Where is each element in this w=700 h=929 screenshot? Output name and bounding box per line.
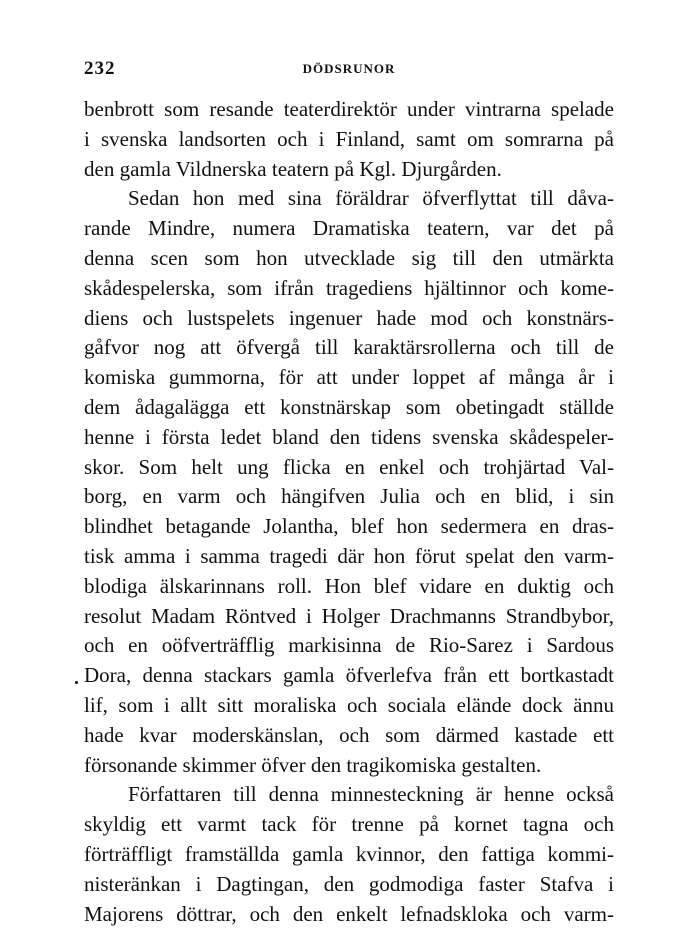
text-line: resolut Madam Röntved i Holger Drachmanns Strandbybor, <box>84 603 614 628</box>
text-line: borg, en varm och hängifven Julia och en blid, i sin <box>84 484 614 509</box>
text-line: komiska gummorna, för att under loppet af många år i <box>84 365 614 390</box>
text-line: försonande skimmer öfver den tragikomiska gestalten. <box>84 752 542 777</box>
text-line: rande Mindre, numera Dramatiska teatern, var det på <box>84 216 614 241</box>
text-line: denna scen som hon utvecklade sig till den utmärkta <box>84 245 614 270</box>
page-number: 232 <box>84 58 116 79</box>
text-line: i svenska landsorten och i Finland, samt om somrarna på <box>84 126 614 151</box>
text-line: hade kvar moderskänslan, och som därmed kastade ett <box>84 722 614 747</box>
text-line: benbrott som resande teaterdirektör under vintrarna spelade <box>84 97 614 121</box>
text-line: blindhet betagande Jolantha, blef hon sedermera en dras- <box>84 514 614 539</box>
text-line: henne i första ledet bland den tidens svenska skådespeler- <box>84 424 614 449</box>
text-line: skyldig ett varmt tack för trenne på kornet tagna och <box>84 812 614 837</box>
text-line: förträffligt framställda gamla kvinnor, den fattiga kommi- <box>84 841 614 866</box>
text-line: blodiga älskarinnans roll. Hon blef vidare en duktig och <box>84 573 614 598</box>
text-line: tisk amma i samma tragedi där hon förut spelat den varm- <box>84 543 614 568</box>
page-header <box>84 58 614 82</box>
ink-speck <box>75 681 78 684</box>
text-line: nisteränkan i Dagtingan, den godmodiga faster Stafva i <box>84 871 614 896</box>
body-text <box>84 95 614 929</box>
text-line: och en oöfverträfflig markisinna de Rio-Sarez i Sardous <box>84 633 614 658</box>
text-line: skådespelerska, som ifrån tragediens hjältinnor och kome- <box>84 275 614 300</box>
text-line: den gamla Vildnerska teatern på Kgl. Djurgården. <box>84 156 502 181</box>
text-line: Majorens döttrar, och den enkelt lefnadskloka och varm- <box>84 901 614 926</box>
text-line: gåfvor nog att öfvergå till karaktärsrollerna och till de <box>84 335 614 360</box>
running-head: DÖDSRUNOR <box>302 61 396 76</box>
text-line: skor. Som helt ung flicka en enkel och trohjärtad Val- <box>84 454 614 479</box>
text-line: lif, som i allt sitt moraliska och sociala elände dock ännu <box>84 692 614 717</box>
text-line: diens och lustspelets ingenuer hade mod och konstnärs- <box>84 305 614 330</box>
text-line: Författaren till denna minnesteckning är henne också <box>128 782 614 807</box>
text-line: dem ådagalägga ett konstnärskap som obetingadt ställde <box>84 394 614 419</box>
text-line: Dora, denna stackars gamla öfverlefva från ett bortkastadt <box>84 663 614 688</box>
text-line: Sedan hon med sina föräldrar öfverflyttat till dåva- <box>128 186 614 211</box>
